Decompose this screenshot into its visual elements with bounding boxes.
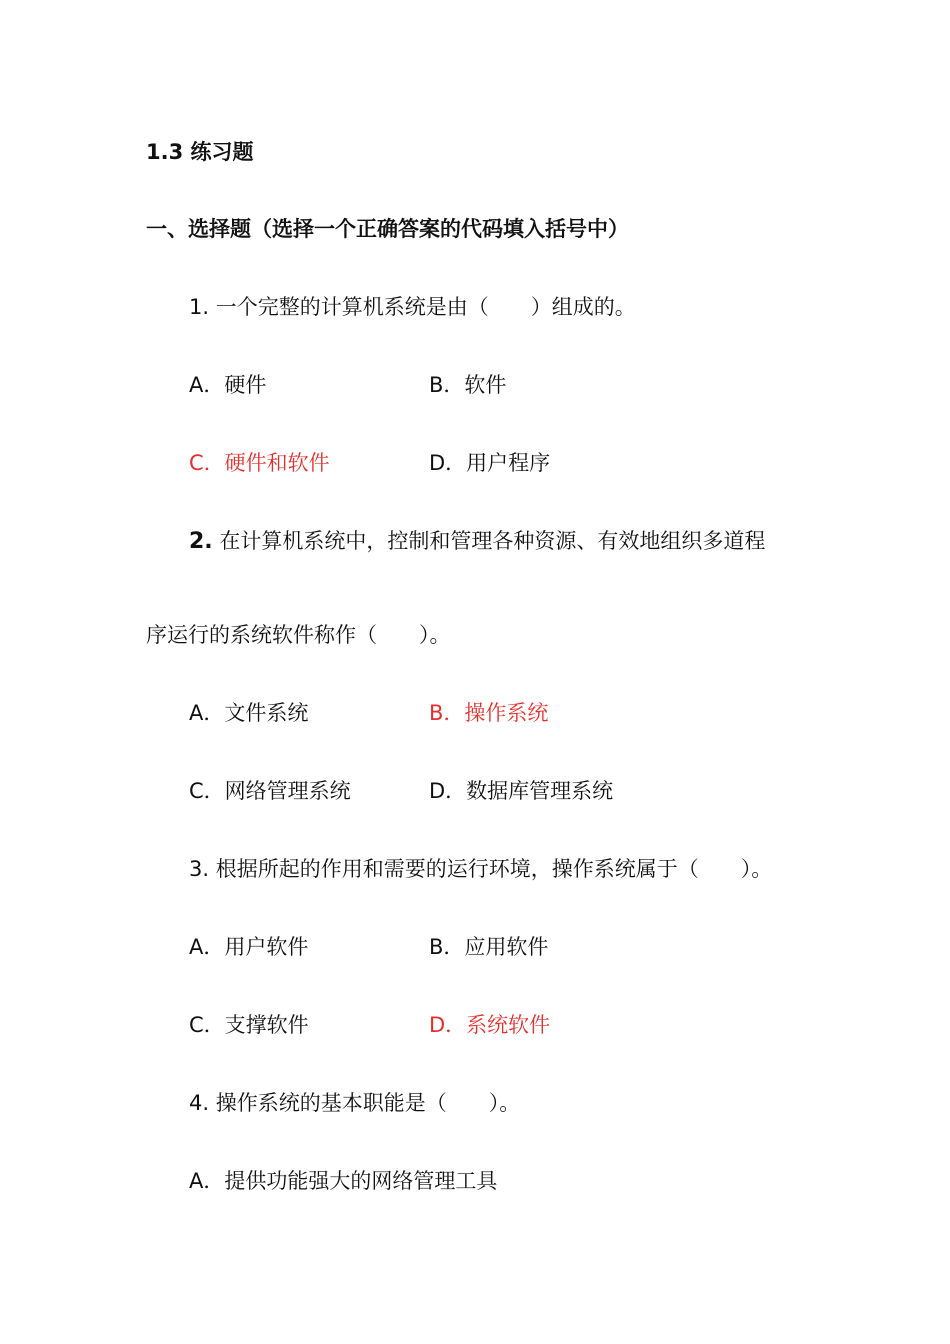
question-2-continued: 序运行的系统软件称作（ ）。	[146, 623, 451, 647]
q2-option-b-answer: B．操作系统	[429, 701, 549, 725]
q3-option-a: A．用户软件	[189, 935, 309, 959]
question-text: 根据所起的作用和需要的运行环境，操作系统属于（ ）。	[209, 857, 773, 881]
q1-option-c-answer: C．硬件和软件	[189, 451, 330, 475]
question-number: 4.	[189, 1091, 210, 1115]
q1-option-a: A．硬件	[189, 373, 267, 397]
q3-option-d-answer: D．系统软件	[429, 1013, 551, 1037]
q2-option-c: C．网络管理系统	[189, 779, 351, 803]
q4-option-a: A．提供功能强大的网络管理工具	[189, 1169, 498, 1193]
question-number: 3.	[189, 857, 210, 881]
q3-option-b: B．应用软件	[429, 935, 549, 959]
question-number: 1.	[189, 295, 210, 319]
q2-option-a: A．文件系统	[189, 701, 309, 725]
question-2	[189, 527, 765, 556]
question-text: 操作系统的基本职能是（ ）。	[209, 1091, 521, 1115]
q1-option-b: B．软件	[429, 373, 507, 397]
q1-option-d: D．用户程序	[429, 451, 551, 475]
question-number: 2.	[189, 529, 213, 554]
section-title: 1.3 练习题	[146, 140, 254, 164]
q3-option-c: C．支撑软件	[189, 1013, 309, 1037]
q2-option-d: D．数据库管理系统	[429, 779, 614, 803]
part-heading: 一、选择题（选择一个正确答案的代码填入括号中）	[146, 217, 629, 241]
question-text: 在计算机系统中，控制和管理各种资源、有效地组织多道程	[212, 529, 766, 553]
question-text: 一个完整的计算机系统是由（ ）组成的。	[209, 295, 636, 319]
question-3	[189, 855, 772, 883]
question-4	[189, 1089, 520, 1117]
question-1	[189, 293, 636, 321]
